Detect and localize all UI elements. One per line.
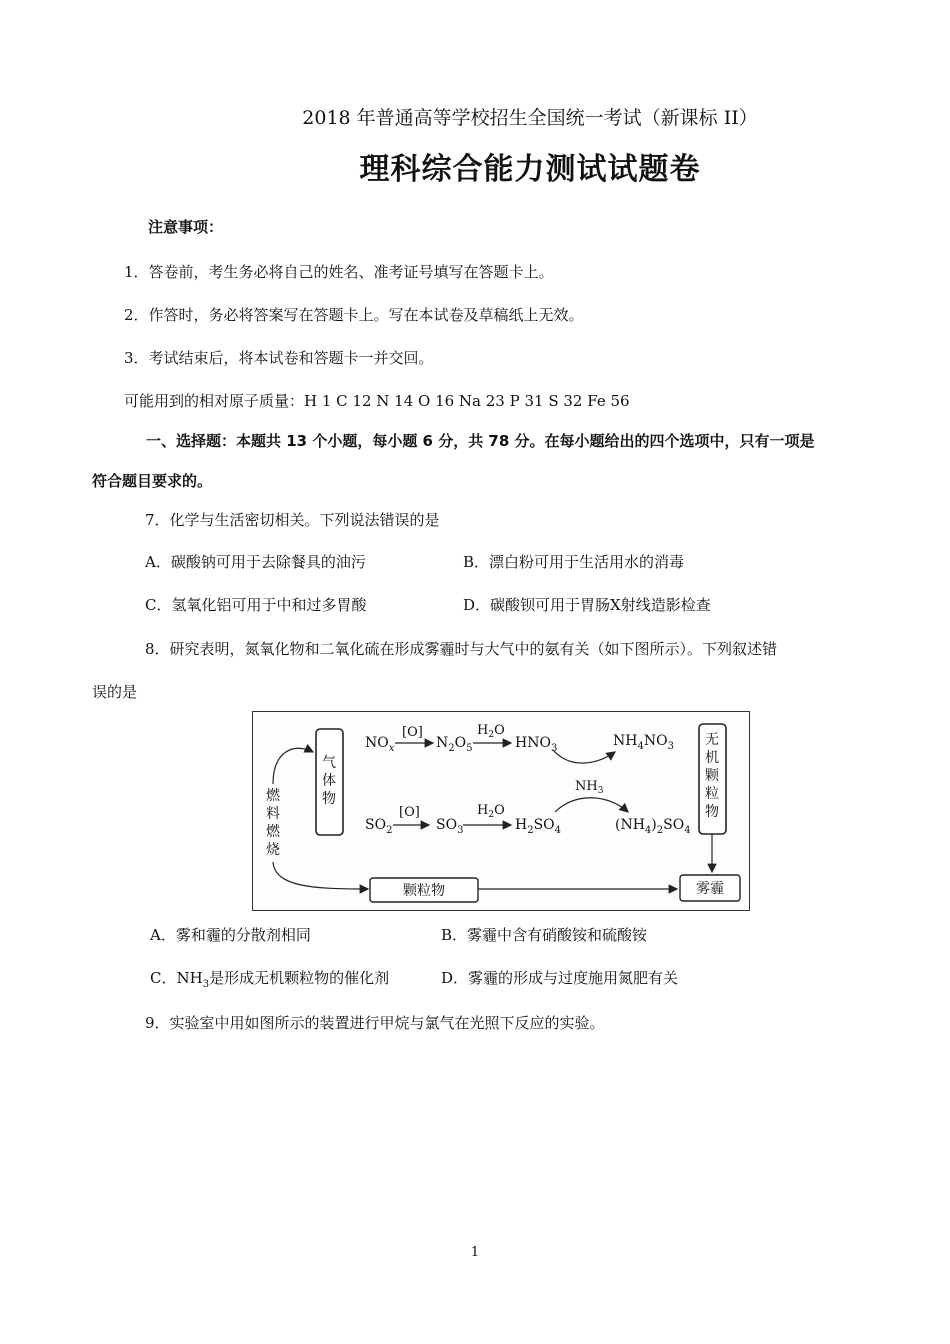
atomic-masses: 可能用到的相对原子质量：H 1 C 12 N 14 O 16 Na 23 P 31 S 32 Fe 56 bbox=[124, 392, 630, 410]
section-heading-line2: 符合题目要求的。 bbox=[92, 472, 213, 490]
haze-formation-diagram bbox=[252, 711, 750, 911]
q8-stem-line2: 误的是 bbox=[92, 683, 138, 701]
exam-subtitle: 2018 年普通高等学校招生全国统一考试（新课标 II） bbox=[302, 107, 758, 129]
notice-item-3: 3．考试结束后，将本试卷和答题卡一并交回。 bbox=[124, 349, 434, 367]
nh4-2so4-formula: $(NH_4)_2SO_4$ bbox=[615, 817, 691, 836]
q8-option-c: C．$NH_3$是形成无机颗粒物的催化剂 bbox=[150, 969, 390, 990]
q9-stem: 9．实验室中用如图所示的装置进行甲烷与氯气在光照下反应的实验。 bbox=[145, 1014, 605, 1032]
no-x-formula: $NO_x$ bbox=[365, 735, 395, 754]
arrow-to-gas bbox=[273, 748, 313, 784]
so2-formula: $SO_2$ bbox=[365, 817, 393, 836]
h2so4-formula: $H_2SO_4$ bbox=[515, 817, 562, 836]
q8-stem-line1: 8．研究表明，氮氧化物和二氧化硫在形成雾霾时与大气中的氨有关（如下图所示）。下列叙述错 bbox=[145, 640, 778, 658]
ammonia-label: $NH_3$ bbox=[575, 779, 604, 796]
q8-option-b: B．雾霾中含有硝酸铵和硫酸铵 bbox=[441, 926, 648, 944]
svg-text:燃: 燃 bbox=[266, 824, 280, 840]
nh4no3-formula: $NH_4NO_3$ bbox=[613, 733, 674, 752]
q7-option-b: B．漂白粉可用于生活用水的消毒 bbox=[463, 553, 685, 571]
notice-item-1: 1．答卷前，考生务必将自己的姓名、准考证号填写在答题卡上。 bbox=[124, 263, 554, 281]
q7-option-d: D．碳酸钡可用于胃肠X射线造影检查 bbox=[463, 596, 711, 614]
exam-title: 理科综合能力测试试题卷 bbox=[359, 152, 701, 187]
arrow-to-particles bbox=[273, 862, 368, 889]
q7-option-c: C．氢氧化铝可用于中和过多胃酸 bbox=[145, 596, 367, 614]
svg-text:颗: 颗 bbox=[705, 768, 719, 784]
svg-text:粒: 粒 bbox=[705, 786, 719, 802]
q8-option-a: A．雾和霾的分散剂相同 bbox=[150, 926, 311, 944]
water-label-2: $H_2O$ bbox=[477, 803, 505, 820]
svg-text:无: 无 bbox=[705, 732, 719, 748]
gas-label bbox=[322, 755, 336, 807]
oxidation-label-1: [O] bbox=[402, 725, 423, 740]
svg-text:气: 气 bbox=[322, 755, 336, 771]
q7-stem: 7．化学与生活密切相关。下列说法错误的是 bbox=[145, 511, 440, 529]
svg-text:物: 物 bbox=[322, 791, 336, 807]
svg-text:燃: 燃 bbox=[266, 788, 280, 804]
q8-option-d: D．雾霾的形成与过度施用氮肥有关 bbox=[441, 969, 679, 987]
section-heading-line1: 一、选择题：本题共 13 个小题，每小题 6 分，共 78 分。在每小题给出的四个选项中，只有一项是 bbox=[146, 432, 815, 450]
oxidation-label-2: [O] bbox=[399, 805, 420, 820]
svg-text:体: 体 bbox=[322, 773, 336, 789]
q7-option-a: A．碳酸钠可用于去除餐具的油污 bbox=[145, 553, 366, 571]
hno3-formula: $HNO_3$ bbox=[515, 735, 558, 754]
svg-text:料: 料 bbox=[266, 806, 280, 822]
haze-label: 雾霾 bbox=[696, 881, 724, 897]
inorganic-label bbox=[705, 732, 720, 820]
so3-formula: $SO_3$ bbox=[436, 817, 464, 836]
notice-heading: 注意事项： bbox=[148, 218, 224, 236]
n2o5-formula: $N_2O_5$ bbox=[436, 735, 473, 754]
svg-text:机: 机 bbox=[705, 750, 719, 766]
svg-text:物: 物 bbox=[705, 804, 719, 820]
particle-label: 颗粒物 bbox=[403, 883, 445, 899]
page-number: 1 bbox=[470, 1245, 480, 1260]
notice-item-2: 2．作答时，务必将答案写在答题卡上。写在本试卷及草稿纸上无效。 bbox=[124, 306, 584, 324]
water-label-1: $H_2O$ bbox=[477, 723, 505, 740]
svg-text:烧: 烧 bbox=[266, 842, 280, 858]
fuel-combustion-label bbox=[266, 788, 281, 858]
